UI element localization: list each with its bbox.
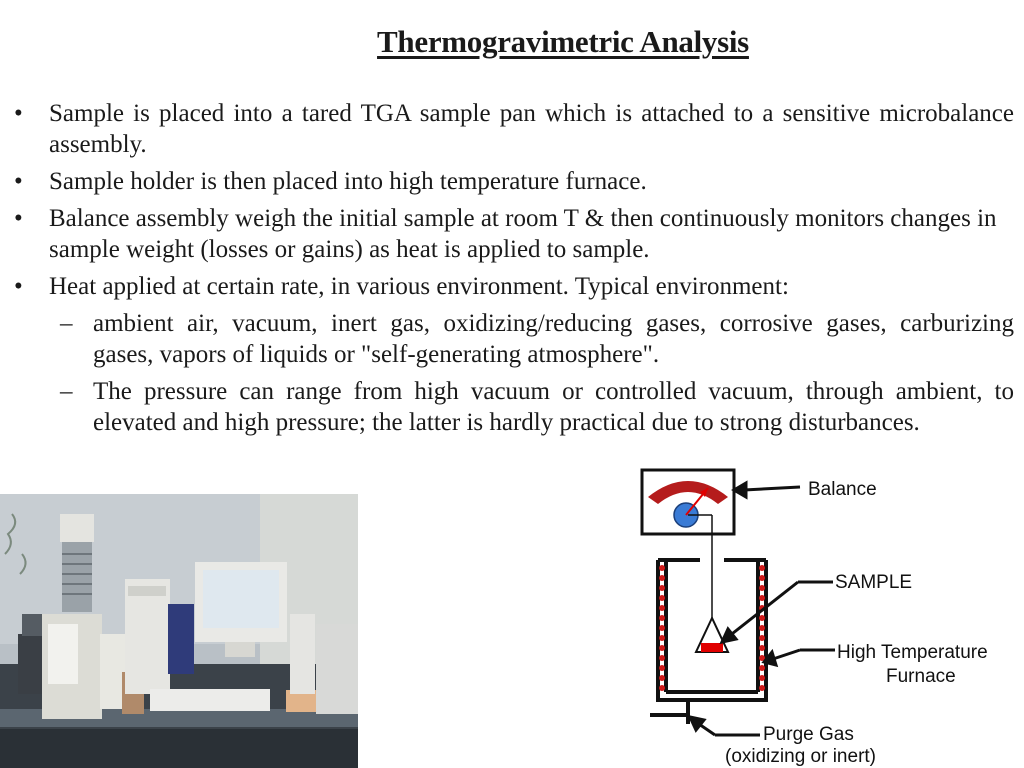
bullet-marker: • <box>14 168 23 195</box>
sub-bullet-marker: – <box>60 310 73 337</box>
bullet-list <box>14 98 1014 444</box>
coil-dot <box>659 575 665 581</box>
coil-dot <box>759 595 765 601</box>
tga-instrument-photo <box>0 494 358 768</box>
bullet-marker: • <box>14 273 23 300</box>
coil-dot <box>759 645 765 651</box>
bullet-item <box>14 271 1014 302</box>
bullet-item <box>14 98 1014 160</box>
coil-dot <box>759 665 765 671</box>
bullet-text: Sample holder is then placed into high temperature furnace. <box>49 168 647 195</box>
coil-dot <box>759 575 765 581</box>
coil-dot <box>659 685 665 691</box>
furnace-label-line2: Furnace <box>886 666 956 687</box>
coil-dot <box>759 625 765 631</box>
coil-dot <box>759 635 765 641</box>
slide-title: Thermogravimetric Analysis <box>377 24 749 59</box>
bullet-text: Sample is placed into a tared TGA sample pan which is attached to a sensitive microbalance assembly. <box>49 100 1014 158</box>
purge-gas-label-line2: (oxidizing or inert) <box>725 746 876 767</box>
coil-dot <box>759 685 765 691</box>
bullet-marker: • <box>14 100 23 127</box>
tga-schematic-diagram <box>620 462 1024 768</box>
coil-dot <box>659 585 665 591</box>
coil-dot <box>659 655 665 661</box>
coil-dot <box>759 585 765 591</box>
coil-dot <box>659 595 665 601</box>
coil-dot <box>759 675 765 681</box>
sub-bullet-item <box>14 376 1014 438</box>
sub-bullet-item <box>14 308 1014 370</box>
coil-dot <box>759 615 765 621</box>
sub-bullet-text: ambient air, vacuum, inert gas, oxidizing/reducing gases, corrosive gases, carburizing gases, vapors of liquids or "self-generating atmosphere". <box>93 310 1014 368</box>
balance-label: Balance <box>808 479 877 500</box>
coil-dot <box>759 565 765 571</box>
coil-dot <box>659 635 665 641</box>
sample-label: SAMPLE <box>835 572 913 593</box>
bullet-text: Heat applied at certain rate, in various environment. Typical environment: <box>49 273 789 300</box>
bullet-text: Balance assembly weigh the initial sample at room T & then continuously monitors changes in sample weight (losses or gains) as heat is applied to sample. <box>49 205 997 263</box>
coil-dot <box>659 665 665 671</box>
coil-dot <box>659 605 665 611</box>
bullet-item <box>14 203 1014 265</box>
sub-bullet-marker: – <box>60 378 73 405</box>
purge-gas-label-line1: Purge Gas <box>763 724 854 745</box>
sample <box>701 643 723 652</box>
bullet-item <box>14 166 1014 197</box>
coil-dot <box>659 645 665 651</box>
coil-dot <box>659 675 665 681</box>
coil-dot <box>659 615 665 621</box>
furnace-label-line1: High Temperature <box>837 642 988 663</box>
sub-bullet-text: The pressure can range from high vacuum or controlled vacuum, through ambient, to elevated and high pressure; the latter is hardly practical due to strong disturbances. <box>93 378 1014 436</box>
coil-dot <box>659 625 665 631</box>
bullet-marker: • <box>14 205 23 232</box>
coil-dot <box>659 565 665 571</box>
